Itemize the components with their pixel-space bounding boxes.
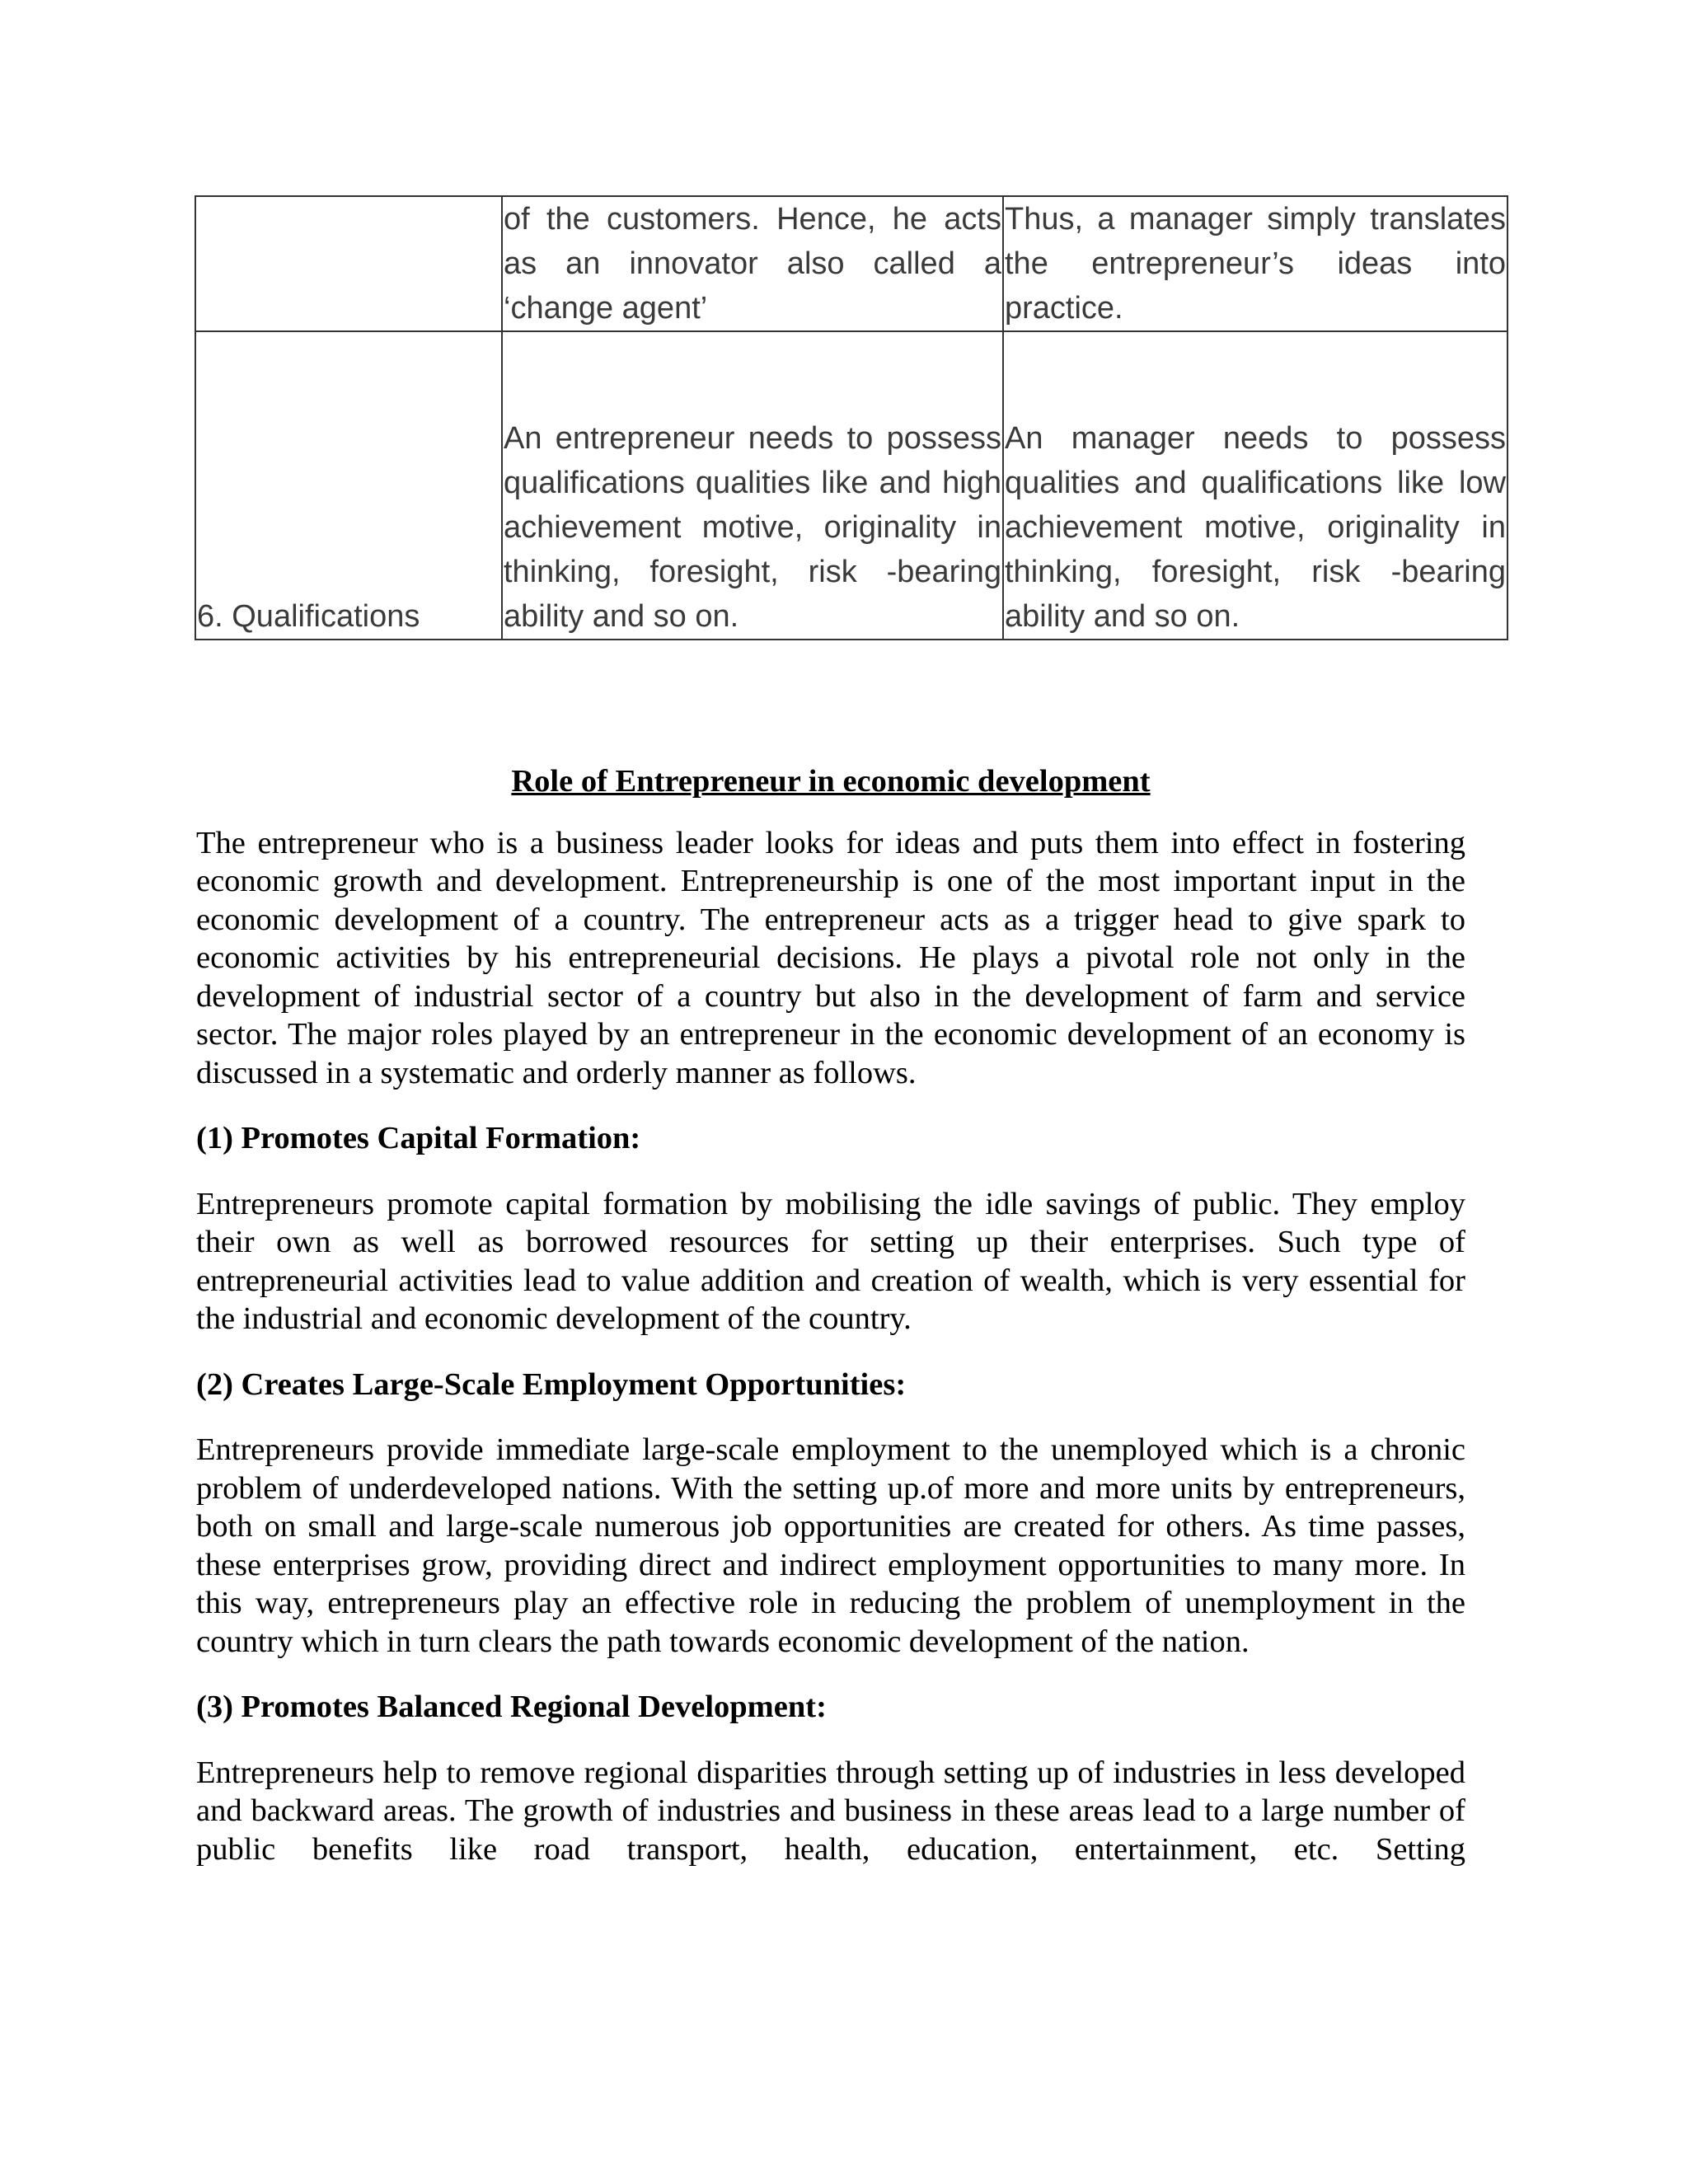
point-heading: (2) Creates Large-Scale Employment Opportunities: [196,1366,907,1402]
intro-paragraph: The entrepreneur who is a business leader looks for ideas and puts them into effect in fostering economic growth and development. Entrepreneurship is one of the most important input in the economic development of a country. The entrepreneur acts as a trigger head to give spark to economic activities by his entrepreneurial decisions. He plays a pivotal role not only in the development of industrial sector of a country but also in the development of farm and service sector. The major roles played by an entrepreneur in the economic development of an economy is discussed in a systematic and orderly manner as follows. [196,825,1465,1090]
table-cell-entrepreneur: An entrepreneur needs to possess qualifications qualities like and high achievement motive, originality in thinking, foresight, risk -bearing ability and so on. [502,331,1003,640]
table-row [195,331,1507,640]
table-cell-label: 6. Qualifications [195,331,502,640]
table-cell-entrepreneur: of the customers. Hence, he acts as an innovator also called a ‘change agent’ [502,196,1003,331]
point-paragraph: Entrepreneurs provide immediate large-scale employment to the unemployed which is a chronic problem of underdeveloped nations. With the setting up.of more and more units by entrepreneurs, both on small and large-scale numerous job opportunities are created for others. As time passes, these enterprises grow, providing direct and indirect employment opportunities to many more. In this way, entrepreneurs play an effective role in reducing the problem of unemployment in the country which in turn clears the path towards economic development of the nation. [196,1432,1465,1659]
comparison-table [195,195,1508,640]
table-row [195,196,1507,331]
point-heading: (3) Promotes Balanced Regional Development: [196,1690,827,1724]
point-heading: (1) Promotes Capital Formation: [196,1121,641,1155]
table-cell-label [195,196,502,331]
section-title: Role of Entrepreneur in economic development [511,764,1151,799]
point-paragraph: Entrepreneurs help to remove regional disparities through setting up of industries in less developed and backward areas. The growth of industries and business in these areas lead to a large number of public benefits like road transport, health, education, entertainment, etc. Setting [196,1755,1465,1867]
document-body [196,762,1465,1896]
point-paragraph: Entrepreneurs promote capital formation by mobilising the idle savings of public. They employ their own as well as borrowed resources for setting up their enterprises. Such type of entrepreneurial activities lead to value addition and creation of wealth, which is very essential for the industrial and economic development of the country. [196,1186,1465,1336]
table-cell-manager: An manager needs to possess qualities and qualifications like low achievement motive, originality in thinking, foresight, risk -bearing ability and so on. [1003,331,1507,640]
table-cell-manager: Thus, a manager simply translates the entrepreneur’s ideas into practice. [1003,196,1507,331]
